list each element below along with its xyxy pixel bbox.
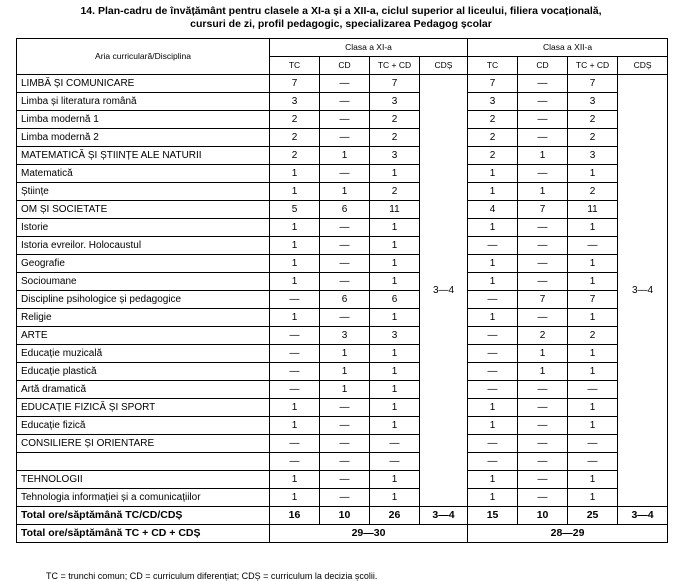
hours-cell: — [518, 237, 568, 255]
hours-cell: 3 [568, 93, 618, 111]
hours-cell: — [320, 165, 370, 183]
hours-cell: — [518, 381, 568, 399]
hours-cell: — [468, 453, 518, 471]
total-row-tc-cd-cds [17, 507, 668, 525]
discipline-name: Istorie [17, 219, 270, 237]
hours-cell: 11 [370, 201, 420, 219]
table-row [17, 471, 668, 489]
hours-cell: 1 [568, 165, 618, 183]
curriculum-table [16, 38, 668, 543]
hours-cell: — [518, 273, 568, 291]
hours-cell: 1 [568, 255, 618, 273]
cds-cell-class-12: 3—4 [618, 75, 668, 507]
hours-cell: 1 [568, 219, 618, 237]
hours-cell: 3 [370, 327, 420, 345]
hours-cell: 2 [270, 129, 320, 147]
hours-cell: 6 [320, 291, 370, 309]
hours-cell: 4 [468, 201, 518, 219]
hours-cell: — [320, 309, 370, 327]
discipline-name: ARTE [17, 327, 270, 345]
hours-cell: 1 [468, 219, 518, 237]
hours-cell: 1 [370, 165, 420, 183]
total-row-sum [17, 525, 668, 543]
discipline-name: Istoria evreilor. Holocaustul [17, 237, 270, 255]
hours-cell: — [270, 453, 320, 471]
hours-cell: 3 [320, 327, 370, 345]
hours-cell: 2 [568, 327, 618, 345]
hours-cell: — [270, 381, 320, 399]
hours-cell: — [468, 345, 518, 363]
hours-cell: 1 [370, 309, 420, 327]
grand-total-class-12: 28—29 [468, 525, 668, 543]
discipline-name: Științe [17, 183, 270, 201]
hours-cell: 6 [370, 291, 420, 309]
hours-cell: 1 [370, 345, 420, 363]
hours-cell: 1 [568, 363, 618, 381]
header-row-classes [17, 39, 668, 57]
hours-cell: — [320, 75, 370, 93]
hours-cell: — [270, 435, 320, 453]
hours-cell: — [518, 453, 568, 471]
hours-cell: 1 [370, 417, 420, 435]
hours-cell: — [518, 399, 568, 417]
hours-cell: 1 [370, 399, 420, 417]
discipline-name: Limba modernă 2 [17, 129, 270, 147]
hours-cell: — [320, 111, 370, 129]
hours-cell: 7 [468, 75, 518, 93]
document-title [0, 5, 682, 31]
hours-cell: 2 [270, 111, 320, 129]
table-row [17, 129, 668, 147]
hours-cell: — [320, 129, 370, 147]
hours-cell: — [468, 291, 518, 309]
total-cell: 16 [270, 507, 320, 525]
hours-cell: 1 [320, 381, 370, 399]
hours-cell: 1 [270, 237, 320, 255]
hours-cell: 1 [518, 363, 568, 381]
hours-cell: 1 [518, 183, 568, 201]
table-row [17, 363, 668, 381]
hours-cell: — [320, 417, 370, 435]
hours-cell: 1 [320, 147, 370, 165]
hours-cell: 1 [370, 363, 420, 381]
header-col-tccd-11: TC + CD [370, 57, 420, 75]
title-line-1: 14. Plan-cadru de învățământ pentru clasele a XI-a și a XII-a, ciclul superior al liceului, filiera vocațională, [80, 5, 602, 17]
discipline-name: Matematică [17, 165, 270, 183]
hours-cell: 3 [468, 93, 518, 111]
hours-cell: 3 [370, 147, 420, 165]
hours-cell: — [270, 327, 320, 345]
hours-cell: — [320, 399, 370, 417]
hours-cell: 1 [370, 489, 420, 507]
header-class-11: Clasa a XI-a [270, 39, 468, 57]
hours-cell: — [320, 273, 370, 291]
hours-cell: — [518, 129, 568, 147]
hours-cell: — [320, 219, 370, 237]
hours-cell: 1 [468, 489, 518, 507]
total-cell: 10 [320, 507, 370, 525]
hours-cell: — [468, 381, 518, 399]
hours-cell: 7 [568, 291, 618, 309]
total-cell: 25 [568, 507, 618, 525]
title-line-2: cursuri de zi, profil pedagogic, specializarea Pedagog școlar [190, 18, 492, 30]
hours-cell: — [568, 453, 618, 471]
hours-cell: 3 [568, 147, 618, 165]
total-cell: 10 [518, 507, 568, 525]
hours-cell: — [518, 75, 568, 93]
hours-cell: — [320, 453, 370, 471]
hours-cell: 1 [270, 309, 320, 327]
hours-cell: 1 [468, 471, 518, 489]
discipline-name: Tehnologia informației și a comunicațiilor [17, 489, 270, 507]
hours-cell: 1 [568, 273, 618, 291]
table-row [17, 237, 668, 255]
hours-cell: 1 [270, 471, 320, 489]
hours-cell: 2 [370, 129, 420, 147]
table-row [17, 381, 668, 399]
discipline-name: OM ȘI SOCIETATE [17, 201, 270, 219]
table-row [17, 489, 668, 507]
hours-cell: — [320, 255, 370, 273]
hours-cell: — [468, 327, 518, 345]
hours-cell: 1 [370, 381, 420, 399]
hours-cell: 1 [270, 165, 320, 183]
discipline-name [17, 453, 270, 471]
hours-cell: 1 [370, 273, 420, 291]
discipline-name: LIMBĂ ȘI COMUNICARE [17, 75, 270, 93]
hours-cell: — [568, 237, 618, 255]
hours-cell: 1 [468, 273, 518, 291]
hours-cell: 1 [270, 255, 320, 273]
hours-cell: 7 [518, 291, 568, 309]
discipline-name: Limba și literatura română [17, 93, 270, 111]
hours-cell: 1 [518, 345, 568, 363]
hours-cell: 2 [518, 327, 568, 345]
hours-cell: — [518, 417, 568, 435]
header-col-cd-12: CD [518, 57, 568, 75]
table-row [17, 273, 668, 291]
header-col-cds-12: CDȘ [618, 57, 668, 75]
hours-cell: 1 [568, 399, 618, 417]
hours-cell: 2 [468, 129, 518, 147]
hours-cell: 1 [468, 417, 518, 435]
discipline-name: Limba modernă 1 [17, 111, 270, 129]
discipline-name: Educație muzicală [17, 345, 270, 363]
hours-cell: — [370, 453, 420, 471]
table-row [17, 453, 668, 471]
grand-total-label: Total ore/săptămână TC + CD + CDȘ [17, 525, 270, 543]
header-col-tc-12: TC [468, 57, 518, 75]
hours-cell: 1 [568, 471, 618, 489]
hours-cell: 1 [468, 399, 518, 417]
hours-cell: 1 [320, 345, 370, 363]
discipline-name: CONSILIERE ȘI ORIENTARE [17, 435, 270, 453]
hours-cell: 5 [270, 201, 320, 219]
hours-cell: 1 [320, 363, 370, 381]
table-row [17, 93, 668, 111]
hours-cell: — [568, 381, 618, 399]
total-cell: 15 [468, 507, 518, 525]
table-row [17, 291, 668, 309]
hours-cell: 2 [370, 111, 420, 129]
hours-cell: — [518, 111, 568, 129]
hours-cell: 1 [270, 489, 320, 507]
table-row [17, 147, 668, 165]
hours-cell: 3 [370, 93, 420, 111]
cds-cell-class-11: 3—4 [420, 75, 468, 507]
total-cell: 3—4 [420, 507, 468, 525]
hours-cell: 1 [370, 471, 420, 489]
total-cell: 26 [370, 507, 420, 525]
table-body [17, 75, 668, 507]
table-row [17, 183, 668, 201]
table-row [17, 111, 668, 129]
discipline-name: Geografie [17, 255, 270, 273]
table-row [17, 201, 668, 219]
hours-cell: 1 [568, 345, 618, 363]
table-row [17, 417, 668, 435]
hours-cell: 1 [270, 219, 320, 237]
hours-cell: 11 [568, 201, 618, 219]
hours-cell: — [518, 435, 568, 453]
header-class-12: Clasa a XII-a [468, 39, 668, 57]
hours-cell: 1 [270, 399, 320, 417]
hours-cell: 1 [270, 273, 320, 291]
hours-cell: — [370, 435, 420, 453]
discipline-name: Religie [17, 309, 270, 327]
hours-cell: — [320, 471, 370, 489]
hours-cell: 1 [468, 255, 518, 273]
hours-cell: 1 [320, 183, 370, 201]
hours-cell: — [518, 255, 568, 273]
hours-cell: 3 [270, 93, 320, 111]
hours-cell: — [518, 309, 568, 327]
hours-cell: 1 [468, 309, 518, 327]
hours-cell: 2 [468, 147, 518, 165]
hours-cell: 1 [270, 417, 320, 435]
header-col-tccd-12: TC + CD [568, 57, 618, 75]
hours-cell: — [518, 165, 568, 183]
hours-cell: — [518, 471, 568, 489]
hours-cell: 2 [270, 147, 320, 165]
hours-cell: 1 [518, 147, 568, 165]
table-row [17, 165, 668, 183]
discipline-name: Discipline psihologice și pedagogice [17, 291, 270, 309]
hours-cell: — [468, 435, 518, 453]
hours-cell: 2 [568, 183, 618, 201]
hours-cell: — [320, 93, 370, 111]
hours-cell: — [320, 489, 370, 507]
table-row [17, 345, 668, 363]
hours-cell: 7 [270, 75, 320, 93]
header-col-tc-11: TC [270, 57, 320, 75]
discipline-name: MATEMATICĂ ȘI ȘTIINȚE ALE NATURII [17, 147, 270, 165]
total-label: Total ore/săptămână TC/CD/CDȘ [17, 507, 270, 525]
hours-cell: — [320, 237, 370, 255]
discipline-name: Educație plastică [17, 363, 270, 381]
table-row [17, 435, 668, 453]
hours-cell: — [270, 363, 320, 381]
hours-cell: — [270, 291, 320, 309]
discipline-name: Artă dramatică [17, 381, 270, 399]
hours-cell: 1 [568, 489, 618, 507]
hours-cell: 2 [568, 129, 618, 147]
header-area: Aria curriculară/Disciplina [17, 39, 270, 75]
hours-cell: 7 [370, 75, 420, 93]
hours-cell: 7 [518, 201, 568, 219]
discipline-name: Educație fizică [17, 417, 270, 435]
hours-cell: 7 [568, 75, 618, 93]
hours-cell: 1 [468, 183, 518, 201]
hours-cell: 1 [370, 237, 420, 255]
hours-cell: — [468, 363, 518, 381]
hours-cell: — [568, 435, 618, 453]
table-row [17, 327, 668, 345]
hours-cell: 1 [468, 165, 518, 183]
hours-cell: 1 [568, 309, 618, 327]
table-row [17, 75, 668, 93]
hours-cell: 2 [468, 111, 518, 129]
table-row [17, 255, 668, 273]
table-row [17, 219, 668, 237]
discipline-name: Socioumane [17, 273, 270, 291]
hours-cell: 1 [370, 219, 420, 237]
hours-cell: — [468, 237, 518, 255]
hours-cell: — [518, 489, 568, 507]
header-col-cd-11: CD [320, 57, 370, 75]
hours-cell: 1 [568, 417, 618, 435]
hours-cell: — [270, 345, 320, 363]
hours-cell: 2 [370, 183, 420, 201]
hours-cell: 2 [568, 111, 618, 129]
table-row [17, 309, 668, 327]
discipline-name: TEHNOLOGII [17, 471, 270, 489]
hours-cell: — [320, 435, 370, 453]
footnote: TC = trunchi comun; CD = curriculum diferențiat; CDȘ = curriculum la decizia școlii. [46, 571, 378, 581]
hours-cell: 1 [270, 183, 320, 201]
table-row [17, 399, 668, 417]
total-cell: 3—4 [618, 507, 668, 525]
hours-cell: 1 [370, 255, 420, 273]
header-col-cds-11: CDȘ [420, 57, 468, 75]
hours-cell: — [518, 219, 568, 237]
hours-cell: 6 [320, 201, 370, 219]
hours-cell: — [518, 93, 568, 111]
grand-total-class-11: 29—30 [270, 525, 468, 543]
discipline-name: EDUCAȚIE FIZICĂ ȘI SPORT [17, 399, 270, 417]
